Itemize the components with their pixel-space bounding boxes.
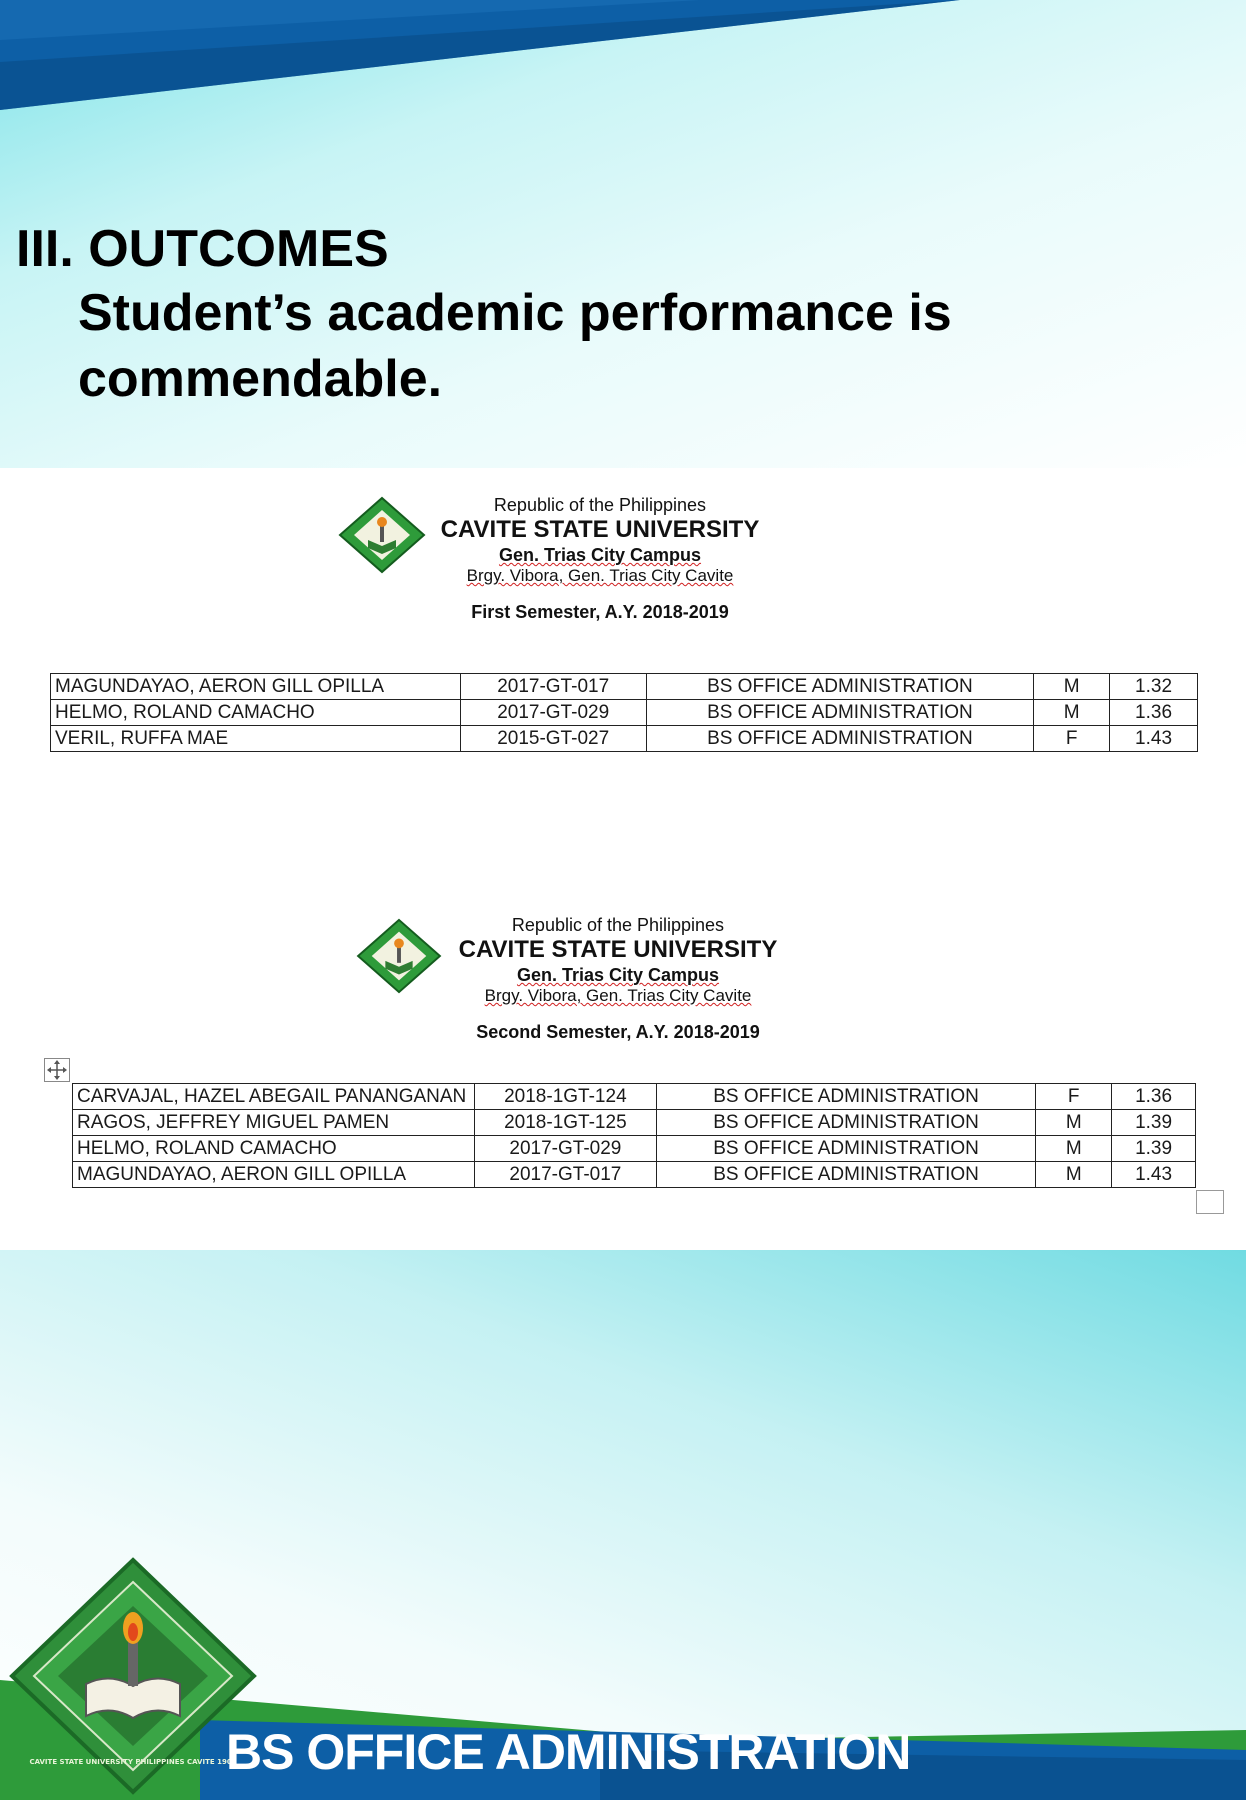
student-name: CARVAJAL, HAZEL ABEGAIL PANANGANAN xyxy=(73,1084,475,1110)
student-id: 2018-1GT-125 xyxy=(474,1110,656,1136)
table-row xyxy=(73,1136,1196,1162)
table-resize-handle[interactable] xyxy=(1196,1190,1224,1214)
student-program: BS OFFICE ADMINISTRATION xyxy=(656,1084,1036,1110)
student-gpa: 1.39 xyxy=(1112,1110,1196,1136)
student-id: 2015-GT-027 xyxy=(460,726,646,752)
student-gpa: 1.32 xyxy=(1110,674,1198,700)
top-banner xyxy=(0,0,1246,120)
student-name: MAGUNDAYAO, AERON GILL OPILLA xyxy=(51,674,461,700)
student-name: HELMO, ROLAND CAMACHO xyxy=(51,700,461,726)
university-name: CAVITE STATE UNIVERSITY xyxy=(458,936,778,963)
campus-name: Gen. Trias City Campus xyxy=(498,545,702,565)
campus-name: Gen. Trias City Campus xyxy=(516,965,720,985)
table-row xyxy=(51,726,1198,752)
student-program: BS OFFICE ADMINISTRATION xyxy=(656,1136,1036,1162)
student-program: BS OFFICE ADMINISTRATION xyxy=(646,700,1034,726)
student-gpa: 1.43 xyxy=(1112,1162,1196,1188)
student-id: 2017-GT-017 xyxy=(460,674,646,700)
seal-lettering: CAVITE STATE UNIVERSITY PHILIPPINES CAVITE 1906 xyxy=(29,1758,237,1766)
outcomes-subtitle: Student’s academic performance is commendable. xyxy=(78,284,952,408)
student-name: HELMO, ROLAND CAMACHO xyxy=(73,1136,475,1162)
student-program: BS OFFICE ADMINISTRATION xyxy=(656,1110,1036,1136)
student-sex: M xyxy=(1036,1110,1112,1136)
campus-address: Brgy. Vibora, Gen. Trias City Cavite xyxy=(484,986,752,1005)
student-program: BS OFFICE ADMINISTRATION xyxy=(646,726,1034,752)
student-name: MAGUNDAYAO, AERON GILL OPILLA xyxy=(73,1162,475,1188)
student-sex: M xyxy=(1034,674,1110,700)
student-sex: M xyxy=(1036,1136,1112,1162)
table-row xyxy=(73,1084,1196,1110)
student-sex: F xyxy=(1036,1084,1112,1110)
table-move-handle-icon[interactable] xyxy=(44,1058,70,1082)
student-gpa: 1.36 xyxy=(1112,1084,1196,1110)
table-row xyxy=(51,700,1198,726)
university-seal-icon xyxy=(8,1556,258,1796)
campus-address: Brgy. Vibora, Gen. Trias City Cavite xyxy=(466,566,734,585)
slide-heading xyxy=(16,218,1078,412)
student-id: 2018-1GT-124 xyxy=(474,1084,656,1110)
republic-line: Republic of the Philippines xyxy=(511,915,725,935)
table-row xyxy=(73,1162,1196,1188)
republic-line: Republic of the Philippines xyxy=(493,495,707,515)
outcomes-title: III. OUTCOMES xyxy=(16,220,389,278)
student-program: BS OFFICE ADMINISTRATION xyxy=(646,674,1034,700)
table-row xyxy=(73,1110,1196,1136)
table-row xyxy=(51,674,1198,700)
first-semester-table xyxy=(50,673,1198,752)
student-gpa: 1.36 xyxy=(1110,700,1198,726)
student-id: 2017-GT-017 xyxy=(474,1162,656,1188)
student-program: BS OFFICE ADMINISTRATION xyxy=(656,1162,1036,1188)
semester-label: Second Semester, A.Y. 2018-2019 xyxy=(476,1022,760,1042)
student-sex: M xyxy=(1034,700,1110,726)
second-semester-table xyxy=(72,1083,1196,1188)
student-sex: F xyxy=(1034,726,1110,752)
second-semester-letterhead xyxy=(358,914,878,1043)
student-gpa: 1.39 xyxy=(1112,1136,1196,1162)
student-sex: M xyxy=(1036,1162,1112,1188)
student-gpa: 1.43 xyxy=(1110,726,1198,752)
first-semester-letterhead xyxy=(340,494,860,623)
semester-label: First Semester, A.Y. 2018-2019 xyxy=(471,602,729,622)
student-id: 2017-GT-029 xyxy=(460,700,646,726)
student-id: 2017-GT-029 xyxy=(474,1136,656,1162)
student-name: VERIL, RUFFA MAE xyxy=(51,726,461,752)
university-name: CAVITE STATE UNIVERSITY xyxy=(440,516,760,543)
student-name: RAGOS, JEFFREY MIGUEL PAMEN xyxy=(73,1110,475,1136)
program-title: BS OFFICE ADMINISTRATION xyxy=(226,1724,911,1780)
